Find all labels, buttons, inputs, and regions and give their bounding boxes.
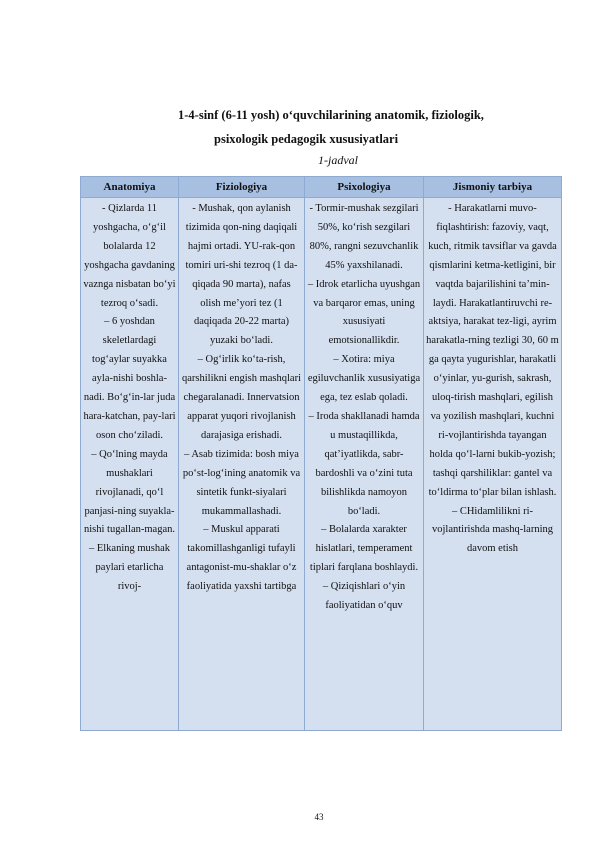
header-jismoniy-tarbiya: Jismoniy tarbiya	[424, 177, 562, 198]
page-number: 43	[314, 812, 324, 822]
cell-jismoniy-tarbiya-text: - Harakatlarni muvo-fiqlashtirish: fazoviy, vaqt, kuch, ritmik tavsiflar va gavda qismlarini ketma-ketligini, bir vaqtda bajarilishini ta’min-laydi. Harakatlantiruvchi re-aktsiya, harakat tez-ligi, ayrim harakatla-rning tezligi 30, 60 m ga qayta yugurishlar, harakatli o‘yinlar, yu-gurish, sakrash, uloq-tirish mashqlari, egilish va yozilish mashqlari, kuchni ri-vojlantirishda tayangan holda qo‘l-larni bukib-yozish; tashqi qarshiliklar: gantel va to‘ldirma to‘plar bilan ishlash. – CHidamlilikni ri-vojlantirishda mashq-larning davom etish	[426, 203, 559, 555]
heading-line-2: psixologik pedagogik xususiyatlari	[214, 132, 399, 146]
table-header-row	[81, 177, 562, 198]
cell-jismoniy-tarbiya	[424, 198, 562, 731]
header-psixologiya: Psixologiya	[305, 177, 424, 198]
cell-fiziologiya	[179, 198, 305, 731]
cell-psixologiya	[305, 198, 424, 731]
header-anatomiya: Anatomiya	[81, 177, 179, 198]
cell-anatomiya-text: - Qizlarda 11 yoshgacha, o‘g‘il bolalarda 12 yoshgacha gavdaning vaznga nisbatan bo‘yi tezroq o‘sadi. – 6 yoshdan skeletlardagi tog‘aylar suyakka ayla-nishi boshla-nadi. Bo‘g‘in-lar juda hara-katchan, pay-lari oson cho‘ziladi. – Qo‘lning mayda mushaklari rivojlanadi, qo‘l panjasi-ning suyakla-nishi tugallan-magan. – Elkaning mushak paylari etarlicha rivoj-	[83, 203, 176, 593]
cell-fiziologiya-text: - Mushak, qon aylanish tizimida qon-ning daqiqali hajmi ortadi. YU-rak-qon tomiri uri-shi tezroq (1 da-qiqada 90 marta), nafas olish me’yori tez (1 daqiqada 20-22 marta) yuzaki bo‘ladi. – Og‘irlik ko‘ta-rish, qarshilikni engish mashqlari chegaralanadi. Innervatsion apparat yuqori rivojlanish darajasiga erishadi. – Asab tizimida: bosh miya po‘st-log‘ining anatomik va sintetik funkt-siyalari mukammallashadi. – Muskul apparati takomillashganligi tufayli antagonist-mu-shaklar o‘z faoliyatida yaxshi tartibga	[182, 203, 301, 593]
characteristics-table	[80, 176, 562, 731]
table-caption: 1-jadval	[318, 153, 358, 167]
cell-anatomiya	[81, 198, 179, 731]
heading-line-1: 1-4-sinf (6-11 yosh) o‘quvchilarining anatomik, fiziologik,	[178, 108, 484, 122]
cell-psixologiya-text: - Tormir-mushak sezgilari 50%, ko‘rish sezgilari 80%, rangni sezuvchanlik 45% yaxshilanadi. – Idrok etarlicha uyushgan va barqaror emas, uning xususiyati emotsionallikdir. – Xotira: miya egiluvchanlik xususiyatiga ega, tez eslab qoladi. – Iroda shakllanadi hamda u mustaqillikda, qat’iyatlikda, sabr-bardoshli va o‘zini tuta bilishlikda namoyon bo‘ladi. – Bolalarda xarakter hislatlari, temperament tiplari farqlana boshlaydi. – Qiziqishlari o‘yin faoliyatidan o‘quv	[307, 203, 421, 612]
table-row	[81, 198, 562, 731]
header-fiziologiya: Fiziologiya	[179, 177, 305, 198]
